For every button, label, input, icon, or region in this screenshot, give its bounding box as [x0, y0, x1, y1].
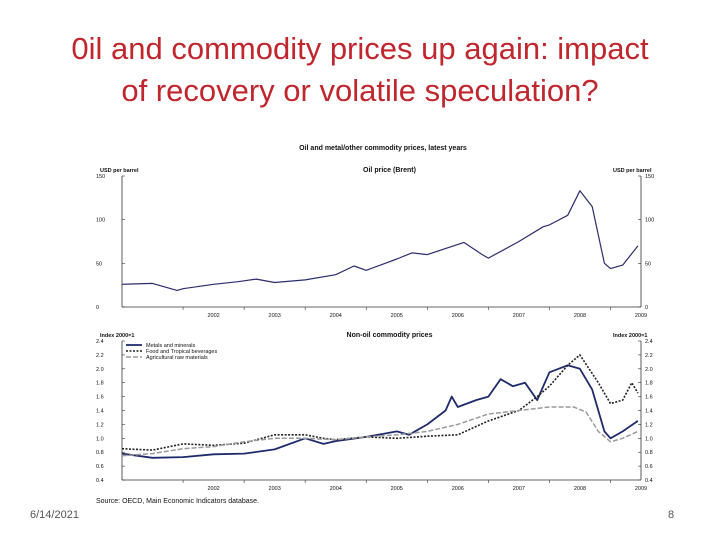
panel-2-ylabel-right: Index 2000=1	[613, 333, 648, 339]
panel-1-ytick-left: 50	[96, 261, 103, 268]
panel-2-xtick-label: 2009	[634, 486, 648, 492]
panel-2-xtick-label: 2003	[268, 486, 281, 492]
panel-1-xtick-label: 2008	[573, 313, 587, 319]
figure-header: Oil and metal/other commodity prices, latest years	[299, 145, 467, 152]
panel-1-title: Oil price (Brent)	[363, 167, 416, 174]
panel-2-ytick-left: 1.0	[96, 436, 104, 443]
slide-title-line-2: of recovery or volatile speculation?	[121, 73, 599, 108]
panel-1-ylabel-right: USD per barrel	[613, 168, 652, 174]
panel-2-series-line-agricultural-raw-materials	[122, 407, 638, 456]
panel-1-ytick-right: 50	[645, 261, 652, 268]
panel-1-oil-price-line	[122, 191, 638, 291]
panel-1-xtick-label: 2007	[512, 313, 526, 319]
slide-page-number: 8	[668, 509, 675, 521]
panel-2-ytick-right: 1.8	[645, 380, 653, 387]
slide-date: 6/14/2021	[30, 509, 79, 521]
panel-1-xtick-label: 2009	[634, 313, 648, 319]
panel-2-xtick-label: 2008	[573, 486, 587, 492]
panel-2-xtick-label: 2002	[207, 486, 220, 492]
panel-2-ytick-left: 2.0	[96, 366, 104, 373]
panel-1-xtick-label: 2005	[390, 313, 403, 319]
panel-2-ytick-left: 1.8	[96, 380, 104, 387]
panel-2-ytick-left: 1.2	[96, 422, 104, 429]
panel-2-ytick-left: 2.2	[96, 352, 104, 359]
panel-2-ytick-right: 0.6	[645, 464, 653, 471]
panel-2-ytick-left: 1.4	[96, 408, 104, 415]
panel-2-ytick-right: 2.4	[645, 339, 653, 345]
panel-2-ytick-right: 2.0	[645, 366, 653, 373]
panel-2-ytick-right: 1.0	[645, 436, 653, 443]
panel-2-ytick-left: 0.4	[96, 478, 104, 484]
panel-1-ylabel-left: USD per barrel	[100, 168, 139, 174]
panel-2-legend-label: Food and Tropical beverages	[146, 349, 218, 355]
panel-1-xtick-label: 2002	[207, 313, 220, 319]
panel-1-ytick-left: 100	[96, 217, 106, 224]
panel-2-ytick-left: 0.6	[96, 464, 104, 471]
panel-2-ytick-right: 1.2	[645, 422, 653, 429]
panel-2-legend-label: Metals and minerals	[146, 343, 196, 349]
panel-2-ytick-right: 1.4	[645, 408, 653, 415]
panel-2-xtick-label: 2006	[451, 486, 464, 492]
panel-2-xtick-label: 2005	[390, 486, 403, 492]
panel-1-ytick-right: 100	[645, 217, 655, 224]
panel-2-ytick-left: 1.6	[96, 394, 104, 401]
panel-1-ytick-right: 0	[645, 305, 649, 311]
panel-1-xtick-label: 2003	[268, 313, 281, 319]
panel-2-ytick-left: 2.4	[96, 339, 104, 345]
panel-2-ylabel-left: Index 2000=1	[100, 333, 135, 339]
panel-2-ytick-right: 1.6	[645, 394, 653, 401]
panel-2-legend-label: Agricultural raw materials	[146, 355, 208, 361]
slide-title-line-1: 0il and commodity prices up again: impact	[71, 31, 649, 66]
panel-1-xtick-label: 2004	[329, 313, 342, 319]
panel-2-ytick-left: 0.8	[96, 450, 104, 457]
panel-2-xtick-label: 2007	[512, 486, 526, 492]
panel-2-ytick-right: 0.4	[645, 478, 653, 484]
panel-2-xtick-label: 2004	[329, 486, 342, 492]
panel-2-title: Non-oil commodity prices	[346, 332, 433, 339]
panel-1-ytick-left: 0	[96, 305, 100, 311]
panel-2-ytick-right: 0.8	[645, 450, 653, 457]
panel-1-ytick-left: 150	[96, 174, 106, 180]
panel-1-xtick-label: 2006	[451, 313, 464, 319]
panel-1-ytick-right: 150	[645, 174, 655, 180]
panel-2-ytick-right: 2.2	[645, 352, 653, 359]
figure-source: Source: OECD, Main Economic Indicators database.	[96, 498, 260, 505]
